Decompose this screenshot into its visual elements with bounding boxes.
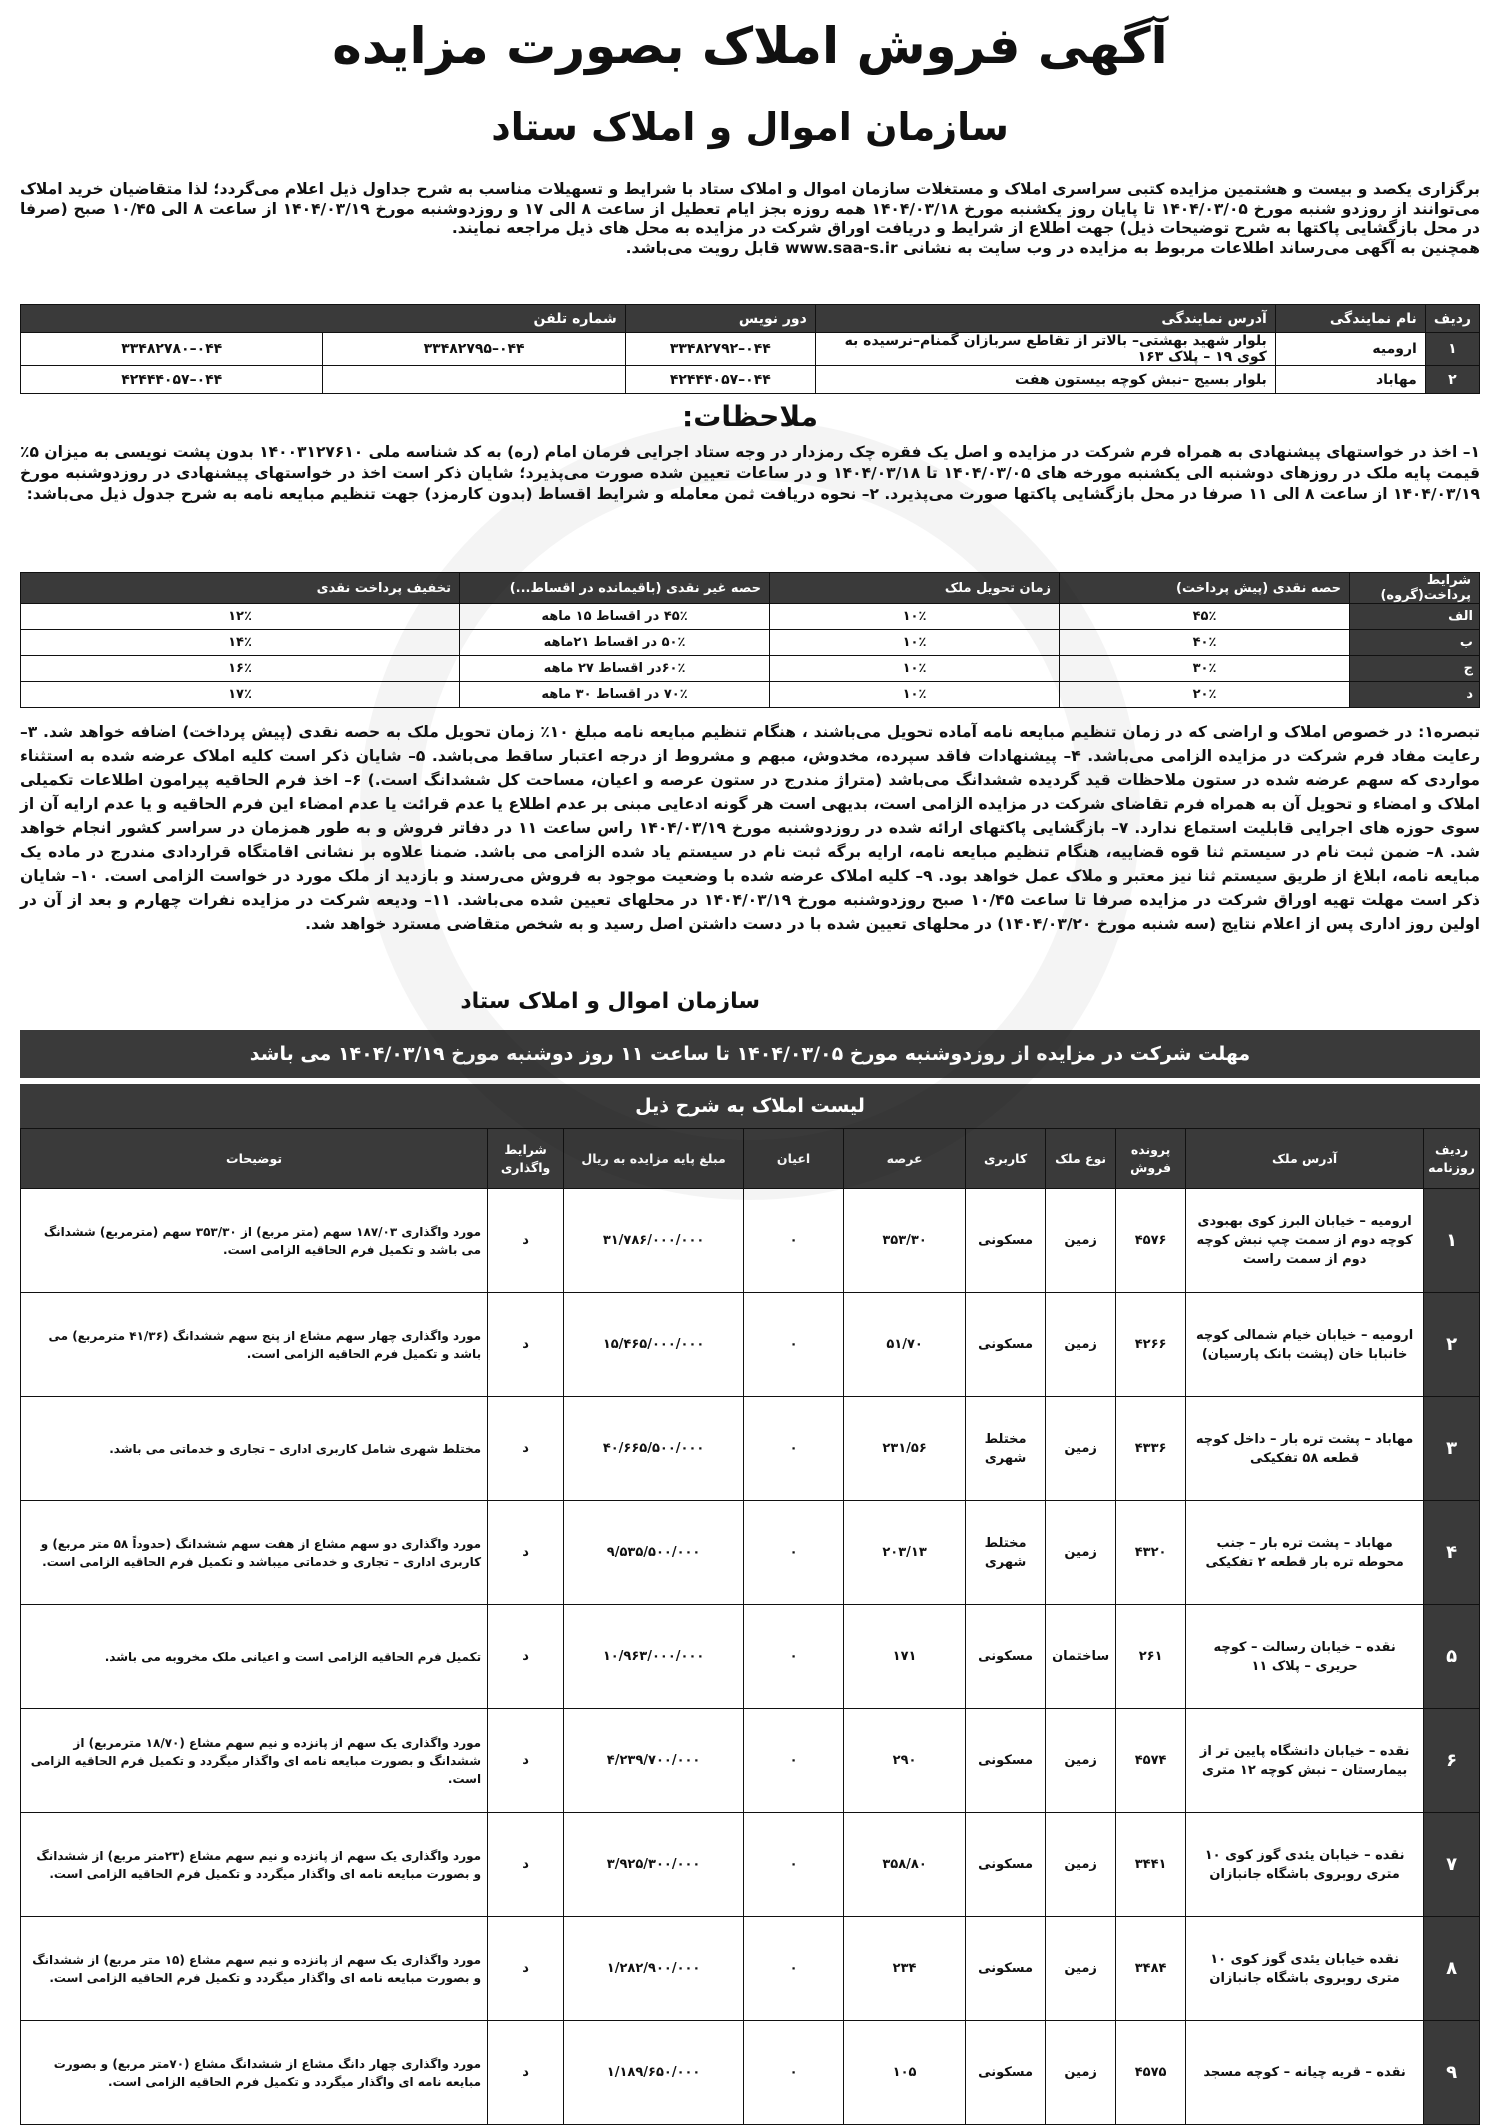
rep-phone-2: ۰۴۴–۳۳۴۸۲۷۸۰ — [21, 333, 323, 366]
prop-idx: ۹ — [1424, 2021, 1480, 2125]
prop-usage: مسکونی — [966, 2021, 1046, 2125]
prop-usage: مسکونی — [966, 1189, 1046, 1293]
pay-group: الف — [1350, 604, 1480, 630]
prop-description: مختلط شهری شامل کاربری اداری – تجاری و خدماتی می باشد. — [21, 1397, 488, 1501]
prop-header-building: اعیان — [744, 1129, 844, 1189]
pay-group: ب — [1350, 630, 1480, 656]
prop-description: مورد واگذاری چهار سهم مشاع از پنج سهم ششدانگ (۴۱/۳۶ مترمربع) می باشد و تکمیل فرم الحاقیه الزامی است. — [21, 1293, 488, 1397]
prop-address: ارومیه – خیابان البرز کوی بهبودی کوچه دوم از سمت چپ نبش کوچه دوم از سمت راست — [1186, 1189, 1424, 1293]
organization-subtitle: سازمان اموال و املاک ستاد — [460, 989, 760, 1014]
prop-base-price: ۳۱/۷۸۶/۰۰۰/۰۰۰ — [564, 1189, 744, 1293]
prop-description: مورد واگذاری یک سهم از پانزده و نیم سهم مشاع (۱۸/۷۰ مترمربع) از ششدانگ و بصورت مبایعه نامه ای واگذار میگردد و تکمیل فرم الحاقیه الزامی است. — [21, 1709, 488, 1813]
rep-name: ارومیه — [1275, 333, 1425, 366]
prop-type: زمین — [1046, 1813, 1116, 1917]
prop-base-price: ۱/۲۸۲/۹۰۰/۰۰۰ — [564, 1917, 744, 2021]
pay-noncash: ۴۵٪ در اقساط ۱۵ ماهه — [460, 604, 770, 630]
intro-website-line: همچنین به آگهی می‌رساند اطلاعات مربوط به مزایده در وب سایت به نشانی www.saa-s.ir قابل رویت می‌باشد. — [625, 238, 1480, 257]
representatives-header-row — [21, 305, 1480, 333]
pay-header-group: شرایط پرداخت(گروه) — [1350, 573, 1480, 604]
payment-terms-wrapper — [20, 572, 1480, 720]
rep-address: بلوار بسیج –نبش کوچه بیستون هفت — [815, 366, 1275, 394]
prop-type: زمین — [1046, 1189, 1116, 1293]
prop-header-idx: ردیف روزنامه — [1424, 1129, 1480, 1189]
table-row — [21, 682, 1480, 708]
prop-address: نقده – قریه چیانه – کوچه مسجد — [1186, 2021, 1424, 2125]
prop-base-price: ۱۰/۹۶۳/۰۰۰/۰۰۰ — [564, 1605, 744, 1709]
prop-type: زمین — [1046, 1709, 1116, 1813]
notice-title: آگهی فروش املاک بصورت مزایده — [332, 17, 1168, 75]
pay-group: ج — [1350, 656, 1480, 682]
prop-area: ۵۱/۷۰ — [844, 1293, 966, 1397]
rep-address: بلوار شهید بهشتی– بالاتر از تقاطع سربازان گمنام–نرسیده به کوی ۱۹ – پلاک ۱۶۳ — [815, 333, 1275, 366]
intro-text — [20, 174, 1480, 304]
rep-header-phone: شماره تلفن — [21, 305, 626, 333]
prop-header-address: آدرس ملک — [1186, 1129, 1424, 1189]
prop-idx: ۵ — [1424, 1605, 1480, 1709]
pay-cash: ۳۰٪ — [1060, 656, 1350, 682]
pay-noncash: ۵۰٪ در اقساط ۲۱ماهه — [460, 630, 770, 656]
pay-header-noncash: حصه غیر نقدی (باقیمانده در اقساط...) — [460, 573, 770, 604]
prop-building: ۰ — [744, 2021, 844, 2125]
prop-terms: د — [488, 1293, 564, 1397]
prop-address: نقده خیابان یئدی گوز کوی ۱۰ متری روبروی باشگاه جانبازان — [1186, 1917, 1424, 2021]
prop-terms: د — [488, 1397, 564, 1501]
prop-idx: ۲ — [1424, 1293, 1480, 1397]
table-row — [21, 333, 1480, 366]
prop-file-number: ۳۴۴۱ — [1116, 1813, 1186, 1917]
payment-header-row — [21, 573, 1480, 604]
prop-file-number: ۲۶۱ — [1116, 1605, 1186, 1709]
table-row — [21, 1501, 1480, 1605]
table-row — [21, 604, 1480, 630]
prop-building: ۰ — [744, 1709, 844, 1813]
prop-building: ۰ — [744, 1501, 844, 1605]
notes-paragraph-2 — [20, 720, 1480, 1022]
rep-fax: ۰۴۴–۳۳۴۸۲۷۹۲ — [625, 333, 815, 366]
rep-fax: ۰۴۴–۴۲۴۴۴۰۵۷ — [625, 366, 815, 394]
pay-delivery: ۱۰٪ — [770, 682, 1060, 708]
rep-header-fax: دور نویس — [625, 305, 815, 333]
rep-header-address: آدرس نمایندگی — [815, 305, 1275, 333]
pay-cash: ۴۵٪ — [1060, 604, 1350, 630]
prop-usage: مختلط شهری — [966, 1501, 1046, 1605]
rep-header-name: نام نمایندگی — [1275, 305, 1425, 333]
prop-area: ۱۷۱ — [844, 1605, 966, 1709]
table-row — [21, 1397, 1480, 1501]
prop-terms: د — [488, 1813, 564, 1917]
table-row — [21, 1293, 1480, 1397]
prop-building: ۰ — [744, 1605, 844, 1709]
property-table-body — [21, 1189, 1480, 2125]
table-row — [21, 1813, 1480, 1917]
prop-terms: د — [488, 1189, 564, 1293]
prop-idx: ۳ — [1424, 1397, 1480, 1501]
table-row — [21, 1709, 1480, 1813]
pay-discount: ۱۶٪ — [21, 656, 460, 682]
rep-idx: ۲ — [1425, 366, 1479, 394]
pay-delivery: ۱۰٪ — [770, 630, 1060, 656]
property-table — [20, 1128, 1480, 2125]
rep-idx: ۱ — [1425, 333, 1479, 366]
payment-terms-table — [20, 572, 1480, 708]
prop-building: ۰ — [744, 1293, 844, 1397]
prop-usage: مسکونی — [966, 1813, 1046, 1917]
pay-header-delivery: زمان تحویل ملک — [770, 573, 1060, 604]
prop-base-price: ۱/۱۸۹/۶۵۰/۰۰۰ — [564, 2021, 744, 2125]
prop-address: مهاباد – پشت تره بار – جنب محوطه تره بار قطعه ۲ تفکیکی — [1186, 1501, 1424, 1605]
prop-description: مورد واگذاری یک سهم از پانزده و نیم سهم مشاع (۲۳متر مربع) از ششدانگ و بصورت مبایعه نامه ای واگذار میگردد و تکمیل فرم الحاقیه الزامی است. — [21, 1813, 488, 1917]
prop-header-terms: شرایط واگذاری — [488, 1129, 564, 1189]
prop-building: ۰ — [744, 1813, 844, 1917]
pay-cash: ۴۰٪ — [1060, 630, 1350, 656]
prop-file-number: ۴۳۲۰ — [1116, 1501, 1186, 1605]
prop-address: نقده – خیابان دانشگاه پایین تر از بیمارستان – نبش کوچه ۱۲ متری — [1186, 1709, 1424, 1813]
prop-file-number: ۴۲۶۶ — [1116, 1293, 1186, 1397]
property-list-title: لیست املاک به شرح ذیل — [20, 1084, 1480, 1128]
prop-terms: د — [488, 1501, 564, 1605]
rep-phone-2: ۰۴۴–۴۲۴۴۴۰۵۷ — [21, 366, 323, 394]
intro-paragraph: برگزاری یکصد و بیست و هشتمین مزایده کتبی سراسری املاک و مستغلات سازمان اموال و املاک ستاد با شرایط و تسهیلات مناسب به شرح جداول ذیل اعلام می‌گردد؛ لذا متقاضیان خرید املاک می‌توانند از روزدو شنبه مورخ ۱۴۰۴/۰۳/۰۵ تا پایان روز یکشنبه مورخ ۱۴۰۴/۰۳/۱۸ همه روزه بجز ایام تعطیل از ساعت ۸ الی ۱۷ و روزدوشنبه مورخ ۱۴۰۴/۰۳/۱۹ از ساعت ۸ الی ۱۰/۴۵ صبح (صرفا در محل بازگشایی پاکتها به شرح توضیحات ذیل) جهت اطلاع از شرایط و دریافت اوراق شرکت در مزایده به محل های ذیل مراجعه نمایند. — [20, 180, 1481, 237]
prop-area: ۲۳۴ — [844, 1917, 966, 2021]
pay-discount: ۱۴٪ — [21, 630, 460, 656]
prop-header-use: کاربری — [966, 1129, 1046, 1189]
prop-idx: ۱ — [1424, 1189, 1480, 1293]
notes-heading: ملاحظات: — [682, 400, 818, 433]
prop-base-price: ۹/۵۳۵/۵۰۰/۰۰۰ — [564, 1501, 744, 1605]
prop-building: ۰ — [744, 1917, 844, 2021]
prop-description: مورد واگذاری دو سهم مشاع از هفت سهم ششدانگ (حدوداً ۵۸ متر مربع) و کاربری اداری – تجاری و خدماتی میباشد و تکمیل فرم الحاقیه الزامی است. — [21, 1501, 488, 1605]
prop-base-price: ۱۵/۴۶۵/۰۰۰/۰۰۰ — [564, 1293, 744, 1397]
prop-usage: مسکونی — [966, 1917, 1046, 2021]
prop-idx: ۸ — [1424, 1917, 1480, 2021]
prop-terms: د — [488, 2021, 564, 2125]
prop-area: ۱۰۵ — [844, 2021, 966, 2125]
rep-phone-1: ۰۴۴–۳۳۴۸۲۷۹۵ — [323, 333, 625, 366]
prop-header-type: نوع ملک — [1046, 1129, 1116, 1189]
prop-base-price: ۴/۲۳۹/۷۰۰/۰۰۰ — [564, 1709, 744, 1813]
prop-usage: مسکونی — [966, 1709, 1046, 1813]
pay-delivery: ۱۰٪ — [770, 656, 1060, 682]
table-row — [21, 1605, 1480, 1709]
prop-type: زمین — [1046, 1293, 1116, 1397]
pay-delivery: ۱۰٪ — [770, 604, 1060, 630]
prop-file-number: ۴۵۷۵ — [1116, 2021, 1186, 2125]
prop-address: نقده – خیابان رسالت – کوچه حریری – پلاک ۱۱ — [1186, 1605, 1424, 1709]
representatives-table — [20, 304, 1480, 394]
pay-noncash: ۷۰٪ در اقساط ۳۰ ماهه — [460, 682, 770, 708]
table-row — [21, 630, 1480, 656]
notes-paragraph-1: ۱– اخذ در خواستهای پیشنهادی به همراه فرم شرکت در مزایده و اصل یک فقره چک رمزدار در وجه ستاد اجرایی فرمان امام (ره) به کد شناسه ملی ۱۴۰۰۳۱۲۷۶۱۰ بدون پشت نویسی به میزان ۵٪ قیمت پایه ملک در روزهای دوشنبه الی یکشنبه مورخه های ۱۴۰۴/۰۳/۰۵ تا ۱۴۰۴/۰۳/۱۸ و در ساعات تعیین شده صورت می‌پذیرد؛ شایان ذکر است اخذ در خواستهای پیشنهادی در روزدوشنبه مورخ ۱۴۰۴/۰۳/۱۹ از ساعت ۸ الی ۱۱ صرفا در محل بازگشایی پاکتها صورت می‌پذیرد. ۲– نحوه دریافت ثمن معامله و شرایط اقساط (بدون کارمزد) جهت تنظیم مبایعه نامه به شرح جدول ذیل می‌باشد: — [20, 443, 1481, 503]
prop-type: زمین — [1046, 1917, 1116, 2021]
deadline-banner: مهلت شرکت در مزایده از روزدوشنبه مورخ ۱۴۰۴/۰۳/۰۵ تا ساعت ۱۱ روز دوشنبه مورخ ۱۴۰۴/۰۳/۱۹ می باشد — [20, 1030, 1480, 1078]
rep-header-idx: ردیف — [1425, 305, 1479, 333]
table-row — [21, 1189, 1480, 1293]
pay-group: د — [1350, 682, 1480, 708]
prop-area: ۲۳۱/۵۶ — [844, 1397, 966, 1501]
prop-building: ۰ — [744, 1397, 844, 1501]
prop-idx: ۶ — [1424, 1709, 1480, 1813]
prop-type: زمین — [1046, 1501, 1116, 1605]
prop-type: زمین — [1046, 1397, 1116, 1501]
notes-paragraph-2-text: تبصره۱: در خصوص املاک و اراضی که در زمان تنظیم مبایعه نامه آماده تحویل می‌باشند ، هنگام تنظیم مبایعه نامه مبلغ ۱۰٪ زمان تحویل ملک به حصه نقدی (پیش پرداخت) اضافه خواهد شد. ۳– رعایت مفاد فرم شرکت در مزایده الزامی می‌باشد. ۴– پیشنهادات فاقد سپرده، مخدوش، مبهم و مشروط از درجه اعتبار ساقط می‌باشد. ۵– شایان ذکر است کلیه املاک عرضه شده به استثناء مواردی که سهم عرضه شده در ستون ملاحظات قید گردیده ششدانگ می‌باشد (متراژ مندرج در ستون عرصه و اعیان، مساحت کل ششدانگ است.) ۶– اخذ فرم الحاقیه پیرامون اطلاعات تکمیلی املاک و امضاء و تحویل آن به همراه فرم تقاضای شرکت در مزایده الزامی است، بدیهی است هر گونه ادعایی مبنی بر عدم اطلاع یا عدم قرائت یا عدم امضاء این فرم الحاقیه و یا عدم ارایه آن از سوی حوزه های اجرایی قابلیت استماع ندارد. ۷– بازگشایی پاکتهای ارائه شده در روزدوشنبه مورخ ۱۴۰۴/۰۳/۱۹ راس ساعت ۱۱ در دفاتر فروش و به طور همزمان در سراسر کشور انجام خواهد شد. ۸– ضمن ثبت نام در سیستم ثنا قوه قضاییه، هنگام تنظیم مبایعه نامه، ارایه برگه ثبت نام در سیستم یاد شده الزامی می باشد. ضمنا علاوه بر نشانی اقامتگاه قراردادی مندرج در ماده یک مبایعه نامه، ابلاغ از طریق سیستم ثنا نیز معتبر و ملاک عمل خواهد بود. ۹– کلیه املاک عرضه شده با وضعیت موجود به فروش می‌رسند و بازدید از ملک مورد در خواست الزامی است. ۱۰– شایان ذکر است مهلت تهیه اوراق شرکت در مزایده صرفا تا ساعت ۱۰/۴۵ صبح روزدوشنبه مورخ ۱۴۰۴/۰۳/۱۹ در محلهای تعیین شده می‌باشد. ۱۱– ودیعه شرکت در مزایده نفرات چهارم و بعد از آن در اولین روز اداری پس از اعلام نتایج (سه شنبه مورخ ۱۴۰۴/۰۳/۲۰) در محلهای تعیین شده با در دست داشتن اصل رسید و به شخص متقاضی مسترد خواهد شد. — [20, 723, 1481, 933]
property-header-row — [21, 1129, 1480, 1189]
prop-file-number: ۴۵۷۶ — [1116, 1189, 1186, 1293]
prop-header-desc: توضیحات — [21, 1129, 488, 1189]
organization-title: سازمان اموال و املاک ستاد — [491, 105, 1009, 149]
prop-file-number: ۳۴۸۴ — [1116, 1917, 1186, 2021]
prop-building: ۰ — [744, 1189, 844, 1293]
table-row — [21, 2021, 1480, 2125]
prop-description: مورد واگذاری یک سهم از پانزده و نیم سهم مشاع (۱۵ متر مربع) از ششدانگ و بصورت مبایعه نامه ای واگذار میگردد و تکمیل فرم الحاقیه الزامی است. — [21, 1917, 488, 2021]
pay-discount: ۱۲٪ — [21, 604, 460, 630]
prop-idx: ۴ — [1424, 1501, 1480, 1605]
prop-usage: مختلط شهری — [966, 1397, 1046, 1501]
rep-name: مهاباد — [1275, 366, 1425, 394]
pay-cash: ۲۰٪ — [1060, 682, 1350, 708]
table-row — [21, 656, 1480, 682]
prop-address: نقده – خیابان یئدی گوز کوی ۱۰ متری روبروی باشگاه جانبازان — [1186, 1813, 1424, 1917]
prop-description: مورد واگذاری چهار دانگ مشاع از ششدانگ مشاع (۷۰متر مربع) و بصورت مبایعه نامه ای واگذار میگردد و تکمیل فرم الحاقیه الزامی است. — [21, 2021, 488, 2125]
prop-address: ارومیه – خیابان خیام شمالی کوچه خانبابا خان (پشت بانک پارسیان) — [1186, 1293, 1424, 1397]
prop-area: ۲۰۳/۱۳ — [844, 1501, 966, 1605]
prop-header-area: عرصه — [844, 1129, 966, 1189]
prop-address: مهاباد – پشت تره بار – داخل کوچه قطعه ۵۸ تفکیکی — [1186, 1397, 1424, 1501]
rep-phone-1 — [323, 366, 625, 394]
prop-header-price: مبلغ پایه مزایده به ریال — [564, 1129, 744, 1189]
prop-type: ساختمان — [1046, 1605, 1116, 1709]
prop-area: ۲۹۰ — [844, 1709, 966, 1813]
prop-usage: مسکونی — [966, 1293, 1046, 1397]
pay-discount: ۱۷٪ — [21, 682, 460, 708]
prop-file-number: ۴۳۳۶ — [1116, 1397, 1186, 1501]
pay-header-cash: حصه نقدی (پیش پرداخت) — [1060, 573, 1350, 604]
prop-area: ۳۵۸/۸۰ — [844, 1813, 966, 1917]
prop-base-price: ۴۰/۶۶۵/۵۰۰/۰۰۰ — [564, 1397, 744, 1501]
prop-header-file: پرونده فروش — [1116, 1129, 1186, 1189]
prop-type: زمین — [1046, 2021, 1116, 2125]
prop-terms: د — [488, 1917, 564, 2021]
prop-file-number: ۴۵۷۴ — [1116, 1709, 1186, 1813]
prop-idx: ۷ — [1424, 1813, 1480, 1917]
prop-usage: مسکونی — [966, 1605, 1046, 1709]
prop-terms: د — [488, 1709, 564, 1813]
prop-base-price: ۳/۹۲۵/۳۰۰/۰۰۰ — [564, 1813, 744, 1917]
table-row — [21, 366, 1480, 394]
prop-description: تکمیل فرم الحاقیه الزامی است و اعیانی ملک مخروبه می باشد. — [21, 1605, 488, 1709]
prop-terms: د — [488, 1605, 564, 1709]
prop-description: مورد واگذاری ۱۸۷/۰۳ سهم (متر مربع) از ۳۵۳/۳۰ سهم (مترمربع) ششدانگ می باشد و تکمیل فرم الحاقیه الزامی است. — [21, 1189, 488, 1293]
prop-area: ۳۵۳/۳۰ — [844, 1189, 966, 1293]
pay-header-discount: تخفیف پرداخت نقدی — [21, 573, 460, 604]
pay-noncash: ۶۰٪در اقساط ۲۷ ماهه — [460, 656, 770, 682]
table-row — [21, 1917, 1480, 2021]
